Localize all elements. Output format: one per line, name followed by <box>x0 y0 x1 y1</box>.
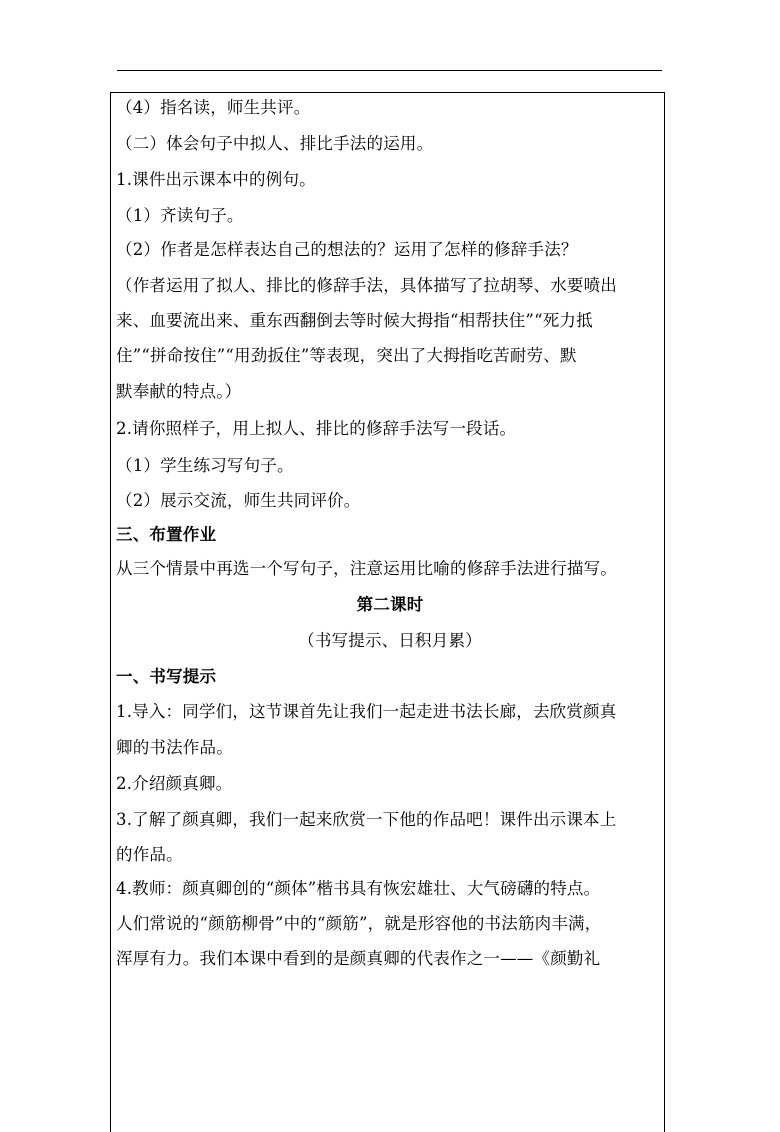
text-line: 默奉献的特点。） <box>116 382 242 401</box>
lesson-subtitle: （书写提示、日积月累） <box>298 631 482 650</box>
text-line: 1.课件出示课本中的例句。 <box>116 170 316 189</box>
text-line: 的作品。 <box>116 845 183 864</box>
text-line: （4）指名读，师生共评。 <box>116 98 311 117</box>
section-heading: 一、书写提示 <box>116 667 217 686</box>
text-line: （二）体会句子中拟人、排比手法的运用。 <box>116 134 434 153</box>
text-line: 来、血要流出来、重东西翻倒去等时候大拇指“相帮扶住”“死力抵 <box>116 311 593 330</box>
header-rule <box>117 70 662 71</box>
text-line: （2）展示交流，师生共同评价。 <box>116 491 361 510</box>
text-line: 卿的书法作品。 <box>116 738 233 757</box>
text-line: 1.导入：同学们，这节课首先让我们一起走进书法长廊，去欣赏颜真 <box>116 702 617 721</box>
text-line: （2）作者是怎样表达自己的想法的？运用了怎样的修辞手法？ <box>116 240 578 259</box>
text-line: 3.了解了颜真卿，我们一起来欣赏一下他的作品吧！课件出示课本上 <box>116 810 617 829</box>
text-line: 2.请你照样子，用上拟人、排比的修辞手法写一段话。 <box>116 419 517 438</box>
text-line: 浑厚有力。我们本课中看到的是颜真卿的代表作之一——《颜勤礼 <box>116 949 601 968</box>
text-line: 从三个情景中再选一个写句子，注意运用比喻的修辞手法进行描写。 <box>116 559 617 578</box>
text-line: 人们常说的“颜筋柳骨”中的“颜筋”，就是形容他的书法筋肉丰满， <box>116 914 602 933</box>
text-line: （作者运用了拟人、排比的修辞手法，具体描写了拉胡琴、水要喷出 <box>116 276 617 295</box>
text-line: 住”“拼命按住”“用劲扳住”等表现，突出了大拇指吃苦耐劳、默 <box>116 346 577 365</box>
text-line: 2.介绍颜真卿。 <box>116 774 233 793</box>
section-heading: 三、布置作业 <box>116 525 217 544</box>
text-line: 4.教师：颜真卿创的“颜体”楷书具有恢宏雄壮、大气磅礴的特点。 <box>116 879 601 898</box>
lesson-title: 第二课时 <box>356 595 424 614</box>
text-line: （1）学生练习写句子。 <box>116 456 294 475</box>
text-line: （1）齐读句子。 <box>116 206 244 225</box>
